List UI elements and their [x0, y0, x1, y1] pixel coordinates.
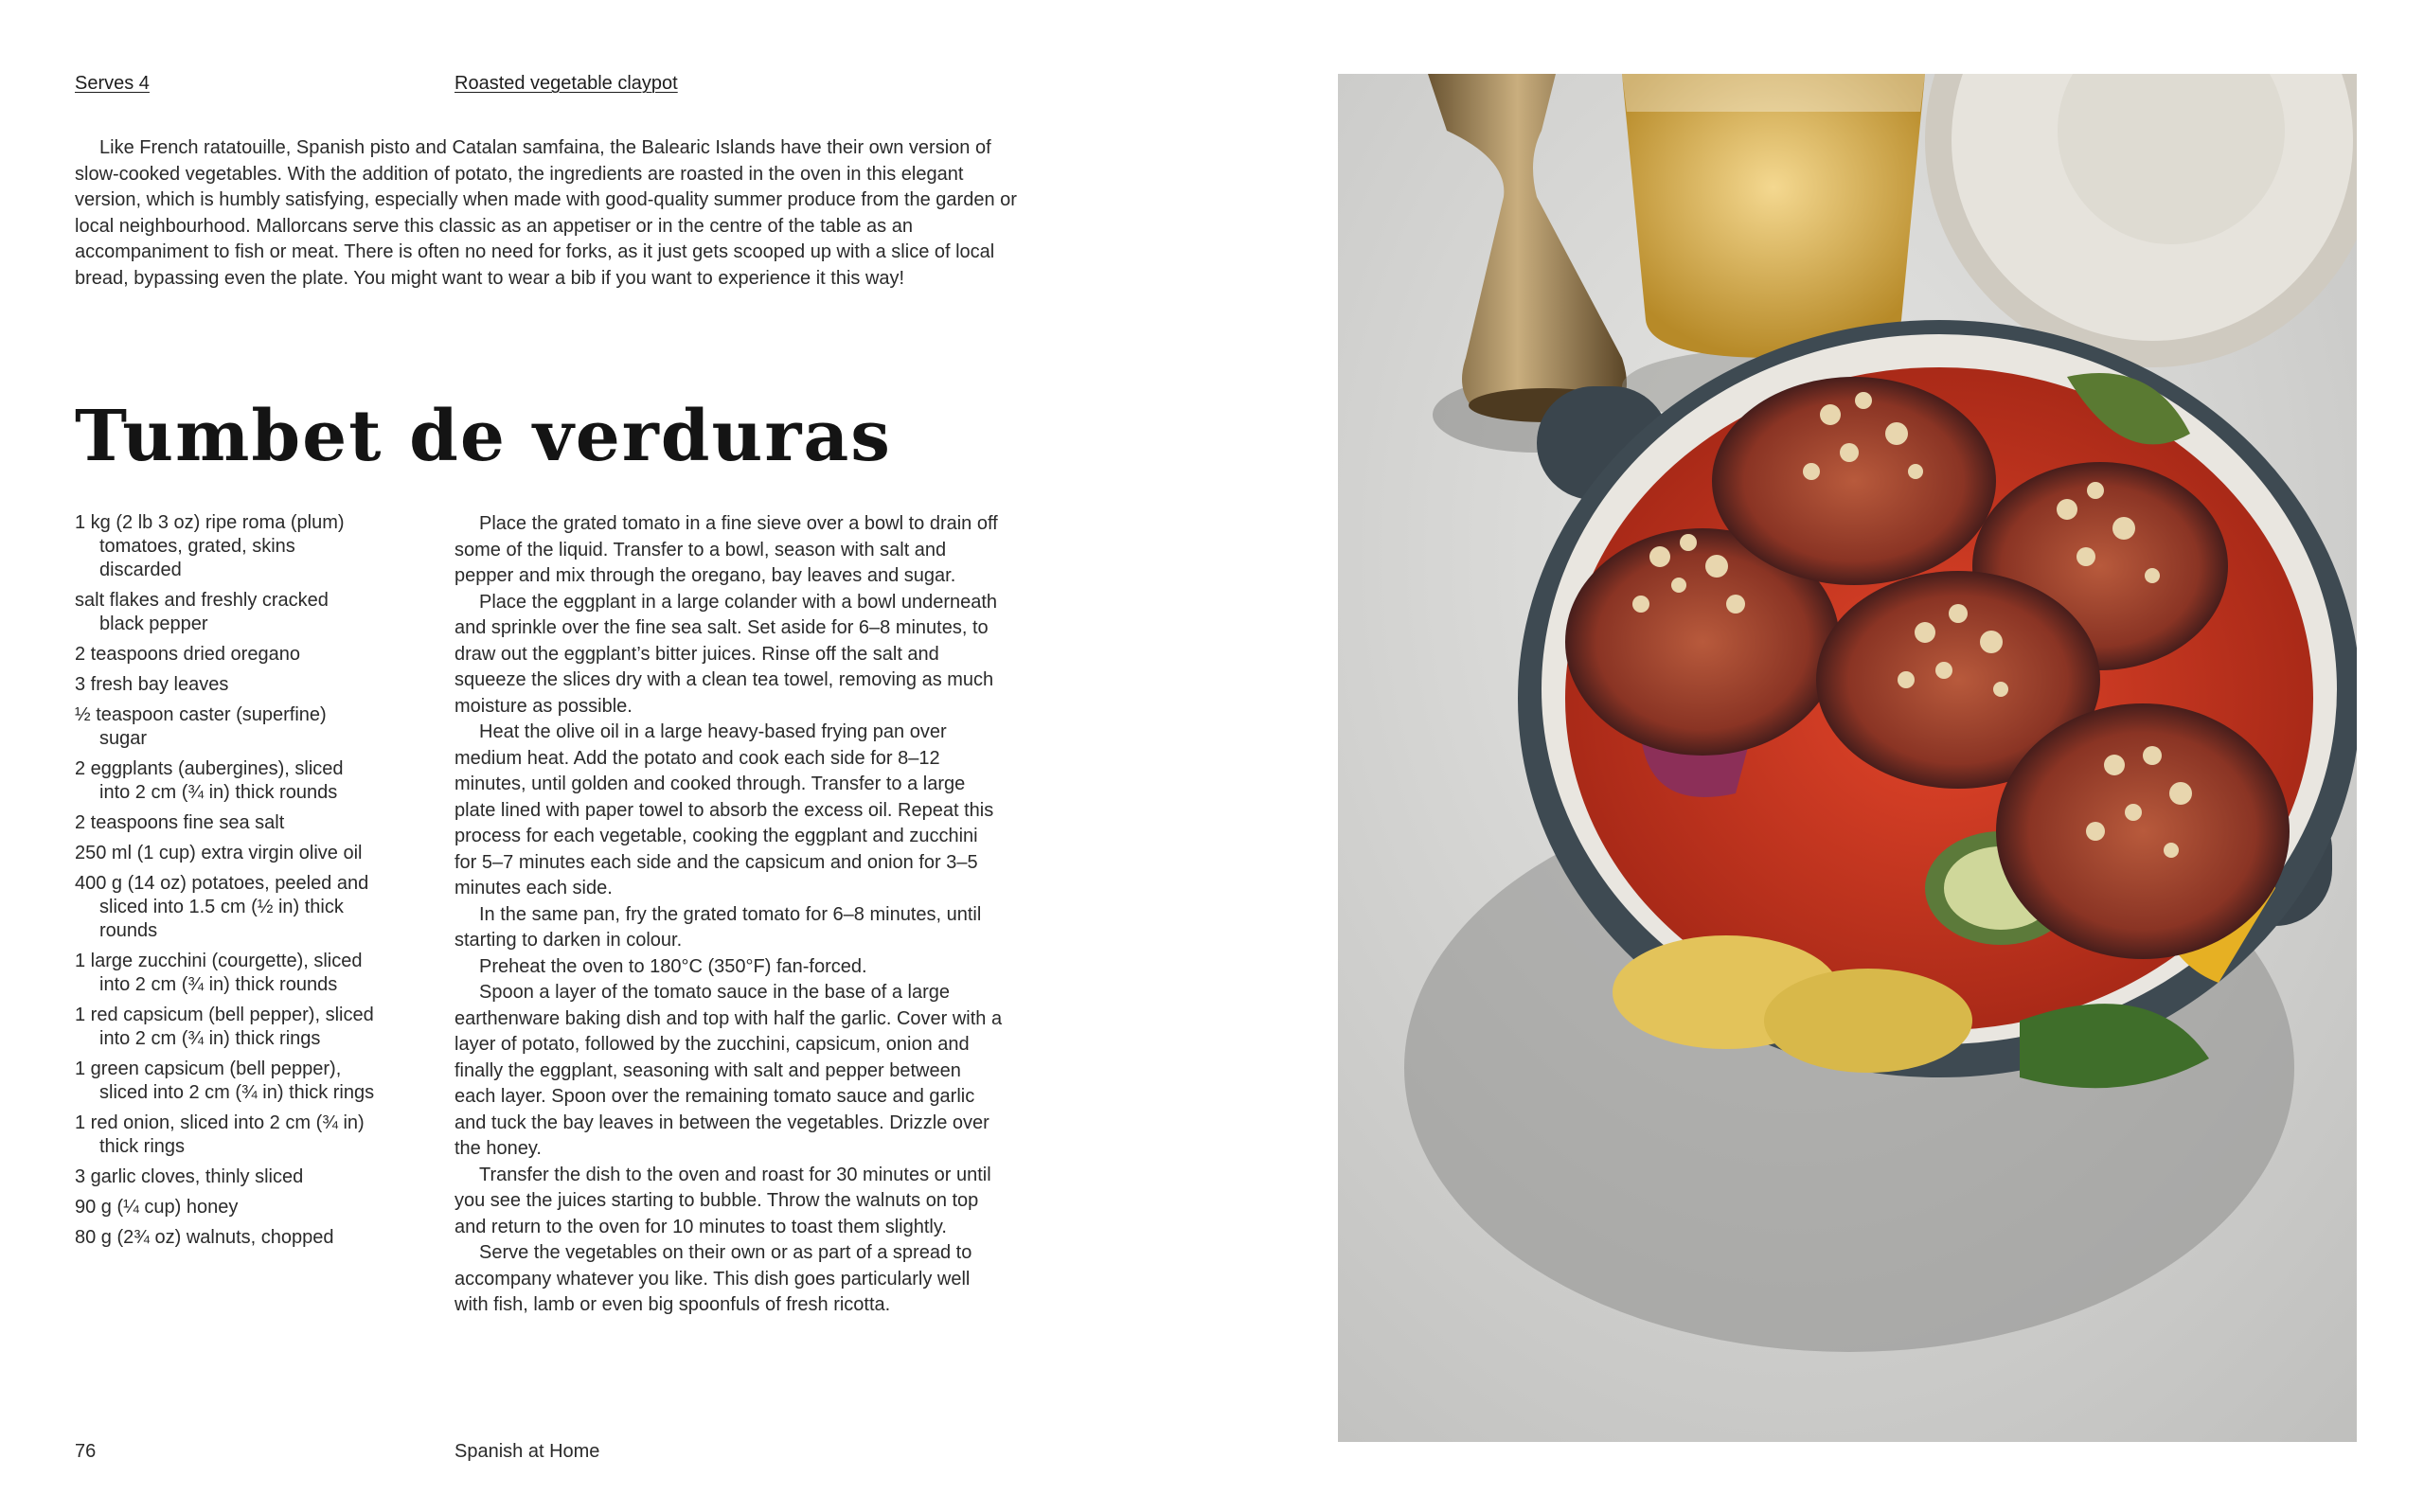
- method-step: Transfer the dish to the oven and roast for 30 minutes or until you see the juices starting to bubble. Throw the walnuts on top and return to the oven for 10 minutes to toast them slightly.: [454, 1164, 991, 1237]
- ingredient-item: 250 ml (1 cup) extra virgin olive oil: [75, 843, 363, 863]
- page-number: 76: [75, 1441, 97, 1462]
- ingredient-item: 80 g (2¾ oz) walnuts, chopped: [75, 1227, 334, 1248]
- dish-illustration: [1338, 74, 2357, 1442]
- recipe-subtitle: Roasted vegetable claypot: [454, 73, 678, 94]
- ingredient-item: 1 red onion, sliced into 2 cm (¾ in) thick rings: [75, 1112, 365, 1157]
- method-step: Spoon a layer of the tomato sauce in the base of a large earthenware baking dish and top with half the garlic. Cover with a layer of potato, followed by the zucchini, capsicum, onion and finally the eggplant, seasoning with salt and pepper between each layer. Spoon over the remaining tomato sauce and garlic and tuck the bay leaves in between the vegetables. Drizzle over the honey.: [454, 982, 1003, 1159]
- ingredient-item: 400 g (14 oz) potatoes, peeled and sliced into 1.5 cm (½ in) thick rounds: [75, 873, 369, 941]
- method-steps: [454, 511, 1004, 1319]
- ingredient-item: 1 kg (2 lb 3 oz) ripe roma (plum) tomatoes, grated, skins discarded: [75, 512, 345, 580]
- recipe-title: Tumbet de verduras: [75, 396, 892, 477]
- serves-label: Serves 4: [75, 73, 150, 94]
- ingredient-item: salt flakes and freshly cracked black pepper: [75, 590, 329, 634]
- ingredient-item: 90 g (¼ cup) honey: [75, 1197, 239, 1218]
- ingredient-item: 3 fresh bay leaves: [75, 674, 229, 695]
- method-step: Preheat the oven to 180°C (350°F) fan-forced.: [479, 955, 867, 977]
- ingredient-item: 2 eggplants (aubergines), sliced into 2 cm (¾ in) thick rounds: [75, 758, 344, 803]
- method-step: Place the eggplant in a large colander with a bowl underneath and sprinkle over the fine sea salt. Set aside for 6–8 minutes, to draw out the eggplant’s bitter juices. Rinse off the salt and squeeze the slices dry with a clean tea towel, removing as much moisture as possible.: [454, 591, 998, 717]
- method-step: Serve the vegetables on their own or as part of a spread to accompany whatever you like. This dish goes particularly well with fish, lamb or even big spoonfuls of fresh ricotta.: [454, 1242, 972, 1315]
- ingredient-item: 2 teaspoons dried oregano: [75, 644, 300, 665]
- ingredient-item: 3 garlic cloves, thinly sliced: [75, 1166, 304, 1187]
- ingredients-list: [75, 511, 378, 1256]
- method-step: In the same pan, fry the grated tomato for 6–8 minutes, until starting to darken in colour.: [454, 903, 982, 951]
- method-step: Place the grated tomato in a fine sieve over a bowl to drain off some of the liquid. Transfer to a bowl, season with salt and pepper and mix through the oregano, bay leaves and sugar.: [454, 513, 998, 586]
- ingredient-item: 1 green capsicum (bell pepper), sliced into 2 cm (¾ in) thick rings: [75, 1058, 375, 1103]
- method-step: Heat the olive oil in a large heavy-based frying pan over medium heat. Add the potato and cook each side for 8–12 minutes, until golden and cooked through. Transfer to a large plate lined with paper towel to absorb the excess oil. Repeat this process for each vegetable, cooking the eggplant and zucchini for 5–7 minutes each side and the capsicum and onion for 3–5 minutes each side.: [454, 721, 994, 898]
- ingredient-item: ½ teaspoon caster (superfine) sugar: [75, 704, 327, 749]
- intro-paragraph: Like French ratatouille, Spanish pisto and Catalan samfaina, the Balearic Islands have their own version of slow-cooked vegetables. With the addition of potato, the ingredients are roasted in the oven in this elegant version, which is humbly satisfying, especially when made with good-quality summer produce from the garden or local neighbourhood. Mallorcans serve this classic as an appetiser or in the centre of the table as an accompaniment to fish or meat. There is often no need for forks, as it just gets scooped up with a slice of local bread, bypassing even the plate. You might want to wear a bib if you want to experience it this way!: [75, 137, 1017, 289]
- dish-photo: [1338, 74, 2357, 1442]
- ingredient-item: 1 red capsicum (bell pepper), sliced into 2 cm (¾ in) thick rings: [75, 1005, 374, 1049]
- ingredient-item: 2 teaspoons fine sea salt: [75, 812, 285, 833]
- ingredient-item: 1 large zucchini (courgette), sliced into 2 cm (¾ in) thick rounds: [75, 951, 363, 995]
- book-title: Spanish at Home: [454, 1441, 600, 1462]
